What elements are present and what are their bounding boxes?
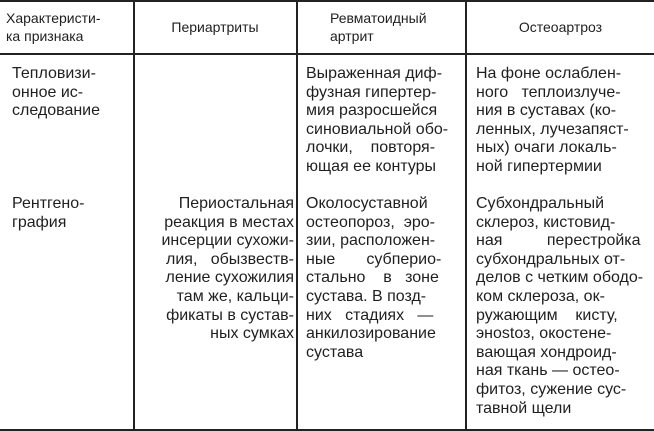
cell-line: склероз, кистовид- — [476, 213, 616, 231]
column-divider-1 — [133, 0, 135, 431]
cell-line: сустава. В позд- — [306, 287, 427, 305]
cell-line: фикаты в сустав- — [166, 306, 294, 324]
cell-line: фитоз, сужение сус- — [476, 380, 627, 398]
column-divider-3 — [465, 0, 467, 431]
cell-line: энostоз, окостене- — [476, 325, 612, 343]
header-line: Остеоартроз — [518, 19, 603, 35]
cell-line: остеопороз, эро- — [306, 213, 435, 231]
row1-osteoarthrosis — [476, 65, 652, 177]
cell-line: ление сухожилия — [165, 269, 294, 287]
cell-line: анкилозирование — [306, 325, 436, 343]
cell-line: них стадиях — — [306, 306, 434, 324]
header-line: артрит — [330, 28, 374, 44]
cell-line: мия разросшейся — [306, 102, 438, 120]
cell-line: следование — [12, 102, 101, 120]
cell-line: ных) очаги локаль- — [476, 139, 617, 157]
cell-line: реакция в местах — [164, 213, 294, 231]
cell-line: ющая ее контуры — [306, 157, 437, 175]
header-rheumatoid-arthritis — [302, 9, 464, 45]
cell-line: ная перестройка — [476, 232, 641, 250]
cell-line: ния в суставах (ко- — [476, 102, 617, 120]
cell-line: ком склероза, ок- — [476, 287, 605, 305]
header-bottom-rule — [0, 53, 654, 55]
row2-osteoarthrosis — [476, 195, 652, 418]
cell-line: лочки, повторя- — [306, 139, 436, 157]
cell-line: Околосуставной — [306, 195, 428, 212]
cell-line: ружающим кисту, — [476, 306, 618, 324]
table-bottom-rule — [0, 429, 654, 431]
header-osteoarthrosis — [467, 18, 654, 36]
header-line: Ревматоидный — [330, 10, 427, 26]
cell-line: ного теплоизлуче- — [476, 83, 621, 101]
cell-line: ной гипертермии — [476, 157, 602, 175]
cell-line: Периостальная — [178, 195, 294, 212]
cell-line: лия, обызвеств- — [166, 250, 294, 268]
cell-line: Выраженная диф- — [306, 65, 443, 82]
table-top-rule — [0, 0, 654, 2]
cell-line: ные субперио- — [306, 250, 442, 268]
header-line: Периартриты — [171, 19, 259, 35]
cell-line: субхондральных от- — [476, 250, 626, 268]
row2-rheumatoid — [306, 195, 464, 362]
cell-line: делов с четким ободо- — [476, 269, 644, 287]
cell-line: На фоне ослаблен- — [476, 65, 622, 82]
cell-line: Тепловизи- — [12, 65, 96, 82]
cell-line: вающая хондроид- — [476, 343, 617, 361]
row1-characteristic — [12, 65, 132, 121]
header-line: ка признака — [6, 28, 84, 44]
cell-line: инсерции сухожи- — [161, 232, 294, 250]
header-line: Характеристи- — [6, 10, 101, 26]
cell-line: ных сумках — [210, 325, 294, 343]
cell-line: графия — [12, 213, 67, 231]
cell-line: Рентгено- — [12, 195, 85, 212]
cell-line: там же, кальци- — [176, 287, 294, 305]
cell-line: фузная гипертер- — [306, 83, 437, 101]
cell-line: тавной щели — [476, 399, 572, 417]
header-periarthritis — [135, 18, 295, 36]
cell-line: онное ис- — [12, 83, 84, 101]
row2-periarthritis — [138, 195, 294, 344]
cell-line: зии, расположен- — [306, 232, 436, 250]
cell-line: сустава — [306, 343, 364, 361]
row1-rheumatoid — [306, 65, 464, 177]
cell-line: Субхондральный — [476, 195, 604, 212]
cell-line: стально в зоне — [306, 269, 439, 287]
row2-characteristic — [12, 195, 132, 232]
header-characteristic — [6, 9, 131, 45]
cell-line: ная ткань — остео- — [476, 362, 620, 380]
cell-line: синовиальной обо- — [306, 120, 449, 138]
cell-line: ленных, лучезапяст- — [476, 120, 629, 138]
column-divider-2 — [296, 0, 298, 431]
